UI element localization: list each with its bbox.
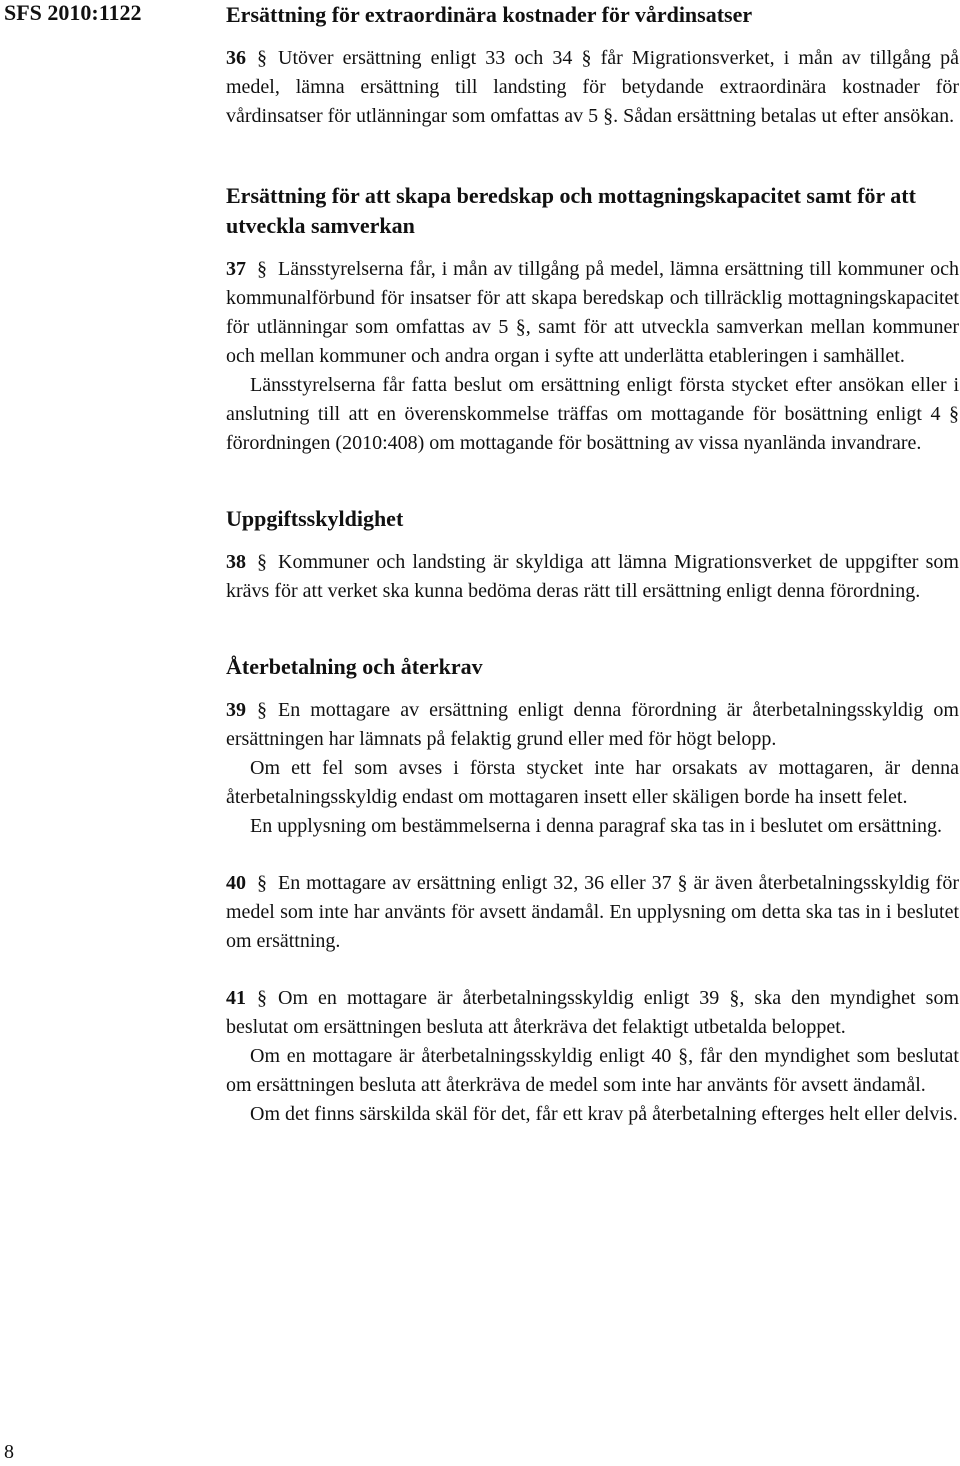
paragraph-number: 37 xyxy=(226,258,246,280)
paragraph-number: 40 xyxy=(226,872,246,894)
paragraph-text: Utöver ersättning enligt 33 och 34 § får Migrationsverket, i mån av tillgång på medel, lämna ersättning till landsting för betydande extraordinära kostnader för vårdinsatser för utlänningar som omfattas av 5 §. Sådan ersättning betalas ut efter ansökan. xyxy=(226,47,959,127)
section-heading-extraordinary-costs: Ersättning för extraordinära kostnader för vårdinsatser xyxy=(226,2,753,27)
paragraph-39-third: En upplysning om bestämmelserna i denna paragraf ska tas in i beslutet om ersättning. xyxy=(250,815,943,837)
section-sign: § xyxy=(257,987,267,1009)
section-heading-reporting-duty: Uppgiftsskyldighet xyxy=(226,506,404,531)
paragraph-37-second: Länsstyrelserna får fatta beslut om ersättning enligt första stycket efter ansökan eller i anslutning till att en överenskommelse träffas om mottagande för bosättning enligt 4 § förordningen (2010:408) om mottagande för bosättning av vissa nyanlända invandrare. xyxy=(226,374,959,454)
section-sign: § xyxy=(257,551,267,573)
paragraph-36 xyxy=(226,44,959,131)
paragraph-number: 36 xyxy=(226,47,246,69)
paragraph-39 xyxy=(226,696,959,754)
paragraph-41-second: Om en mottagare är återbetalningsskyldig enligt 40 §, får den myndighet som beslutat om ersättningen besluta att återkräva de medel som inte har använts för avsett ändamål. xyxy=(226,1045,959,1096)
section-sign: § xyxy=(257,258,267,280)
paragraph-39-second: Om ett fel som avses i första stycket inte har orsakats av mottagaren, är denna återbetalningsskyldig endast om mottagaren insett eller skäligen borde ha insett felet. xyxy=(226,757,959,808)
page-number: 8 xyxy=(4,1441,14,1463)
paragraph-text: En mottagare av ersättning enligt 32, 36 eller 37 § är även återbetalningsskyldig för medel som inte har använts för avsett ändamål. En upplysning om detta ska tas in i beslutet om ersättning. xyxy=(226,872,959,952)
paragraph-41 xyxy=(226,984,959,1042)
paragraph-number: 41 xyxy=(226,987,246,1009)
section-sign: § xyxy=(257,699,267,721)
paragraph-number: 39 xyxy=(226,699,246,721)
main-column xyxy=(226,0,959,1129)
section-sign: § xyxy=(257,872,267,894)
paragraph-text: En mottagare av ersättning enligt denna förordning är återbetalningsskyldig om ersättningen har lämnats på felaktig grund eller med för högt belopp. xyxy=(226,699,959,750)
section-sign: § xyxy=(257,47,267,69)
paragraph-text: Länsstyrelserna får, i mån av tillgång på medel, lämna ersättning till kommuner och kommunalförbund för insatser för att skapa beredskap och tillräcklig mottagningskapacitet för utlänningar som omfattas av 5 §, samt för att utveckla samverkan mellan kommuner och mellan kommuner och andra organ i syfte att underlätta etableringen i samhället. xyxy=(226,258,959,367)
section-heading-repayment: Återbetalning och återkrav xyxy=(226,654,483,679)
paragraph-40 xyxy=(226,869,959,956)
paragraph-text: Kommuner och landsting är skyldiga att lämna Migrationsverket de uppgifter som krävs för att verket ska kunna bedöma deras rätt till ersättning enligt denna förordning. xyxy=(226,551,959,602)
paragraph-37 xyxy=(226,255,959,371)
paragraph-38 xyxy=(226,548,959,606)
section-heading-preparedness: Ersättning för att skapa beredskap och mottagningskapacitet samt för att utveckla samverkan xyxy=(226,183,916,238)
document-id: SFS 2010:1122 xyxy=(4,0,142,25)
paragraph-text: Om en mottagare är återbetalningsskyldig enligt 39 §, ska den myndighet som beslutat om ersättningen besluta att återkräva det felaktigt utbetalda beloppet. xyxy=(226,987,959,1038)
paragraph-41-third: Om det finns särskilda skäl för det, får ett krav på återbetalning efterges helt eller delvis. xyxy=(250,1103,958,1125)
paragraph-number: 38 xyxy=(226,551,246,573)
